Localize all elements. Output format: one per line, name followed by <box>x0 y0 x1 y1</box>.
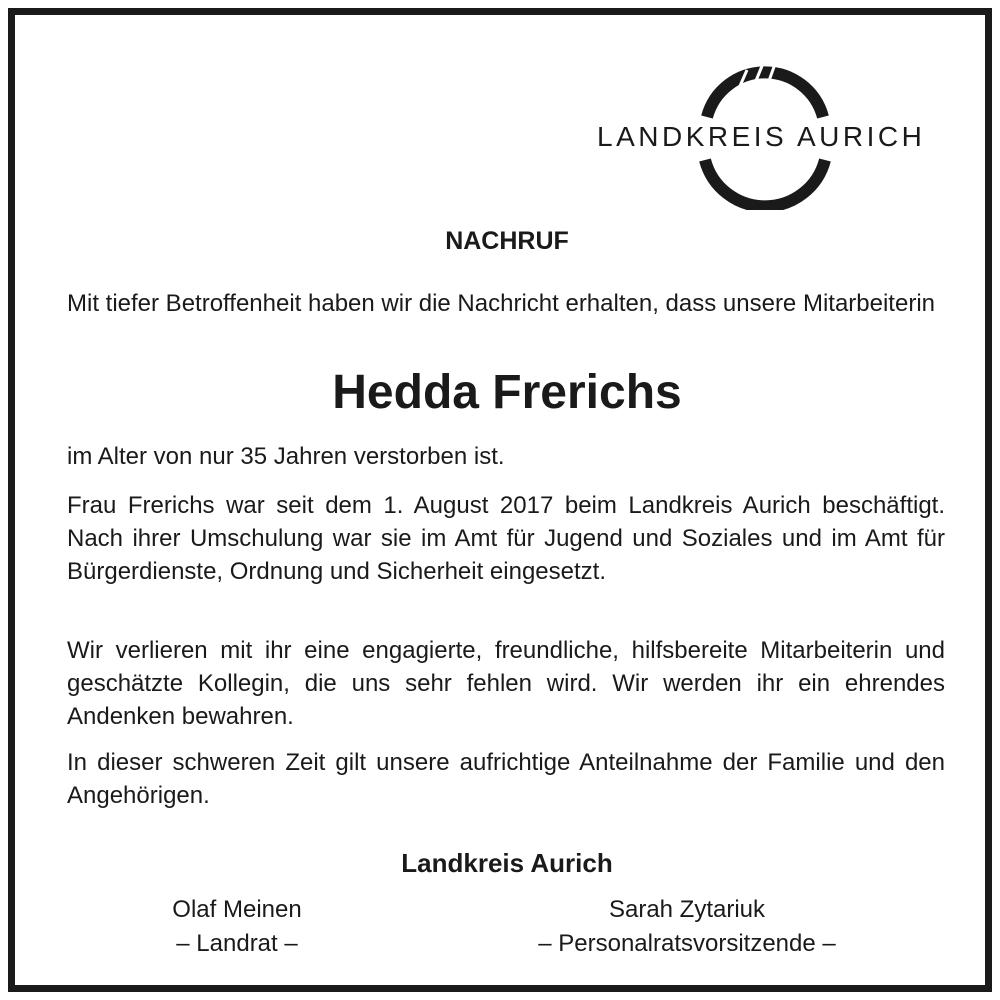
signer-name: Olaf Meinen <box>172 896 302 923</box>
paragraph-condolence: In dieser schweren Zeit gilt unsere aufrichtige Anteilnahme der Familie und den Angehörigen. <box>67 749 945 809</box>
logo-text: LANDKREIS AURICH <box>597 121 926 152</box>
signer-name: Sarah Zytariuk <box>608 896 766 923</box>
signer-role: – Personalratsvorsitzende – <box>538 930 836 957</box>
age-line: im Alter von nur 35 Jahren verstorben ist. <box>67 443 505 470</box>
signature-right <box>477 893 897 961</box>
obituary-title: NACHRUF <box>445 227 569 255</box>
obituary-frame <box>8 8 992 992</box>
deceased-name: Hedda Frerichs <box>332 366 682 419</box>
signature-left <box>27 893 447 961</box>
paragraph-employment: Frau Frerichs war seit dem 1. August 2017 beim Landkreis Aurich beschäftigt. Nach ihrer Umschulung war sie im Amt für Jugend und Soziales und im Amt für Bürgerdienste, Ordnung und Sicherheit eingesetzt. <box>67 492 945 585</box>
landkreis-aurich-logo <box>585 60 945 210</box>
paragraph-tribute: Wir verlieren mit ihr eine engagierte, freundliche, hilfsbereite Mitarbeiterin und geschätzte Kollegin, die uns sehr fehlen wird. Wir werden ihr ein ehrendes Andenken bewahren. <box>67 637 945 730</box>
signer-role: – Landrat – <box>176 930 298 957</box>
signature-organization: Landkreis Aurich <box>401 848 613 878</box>
intro-text: Mit tiefer Betroffenheit haben wir die Nachricht erhalten, dass unsere Mitarbeiterin <box>67 290 935 317</box>
